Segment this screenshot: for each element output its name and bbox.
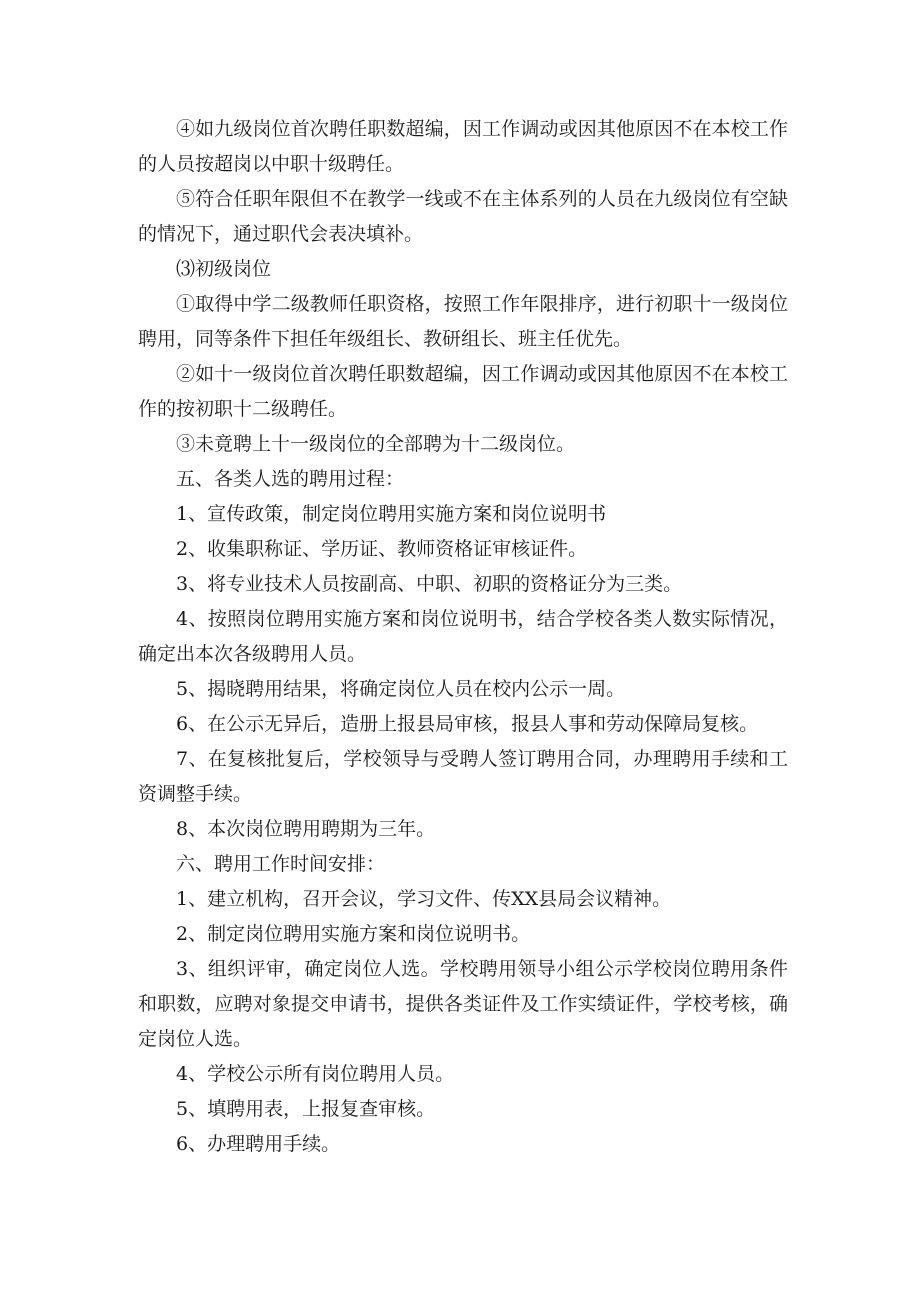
document-body <box>138 112 788 1162</box>
paragraph-item-5-vacancy: ⑤符合任职年限但不在教学一线或不在主体系列的人员在九级岗位有空缺的情况下，通过职代会表决填补。 <box>138 188 788 245</box>
list-item-process-3: 3、将专业技术人员按副高、中职、初职的资格证分为三类。 <box>176 573 683 595</box>
list-item-schedule-6: 6、办理聘用手续。 <box>176 1133 341 1155</box>
paragraph-item-3-remaining: ③未竟聘上十一级岗位的全部聘为十二级岗位。 <box>176 433 576 455</box>
list-item-process-5: 5、揭晓聘用结果，将确定岗位人员在校内公示一周。 <box>176 678 626 700</box>
list-item-process-2: 2、收集职称证、学历证、教师资格证审核证件。 <box>176 538 588 560</box>
paragraph-item-4-overstaffing: ④如九级岗位首次聘任职数超编，因工作调动或因其他原因不在本校工作的人员按超岗以中职十级聘任。 <box>138 118 788 175</box>
list-item-schedule-3: 3、组织评审，确定岗位人选。学校聘用领导小组公示学校岗位聘用条件和职数，应聘对象提交申请书，提供各类证件及工作实绩证件，学校考核，确定岗位人选。 <box>138 958 788 1050</box>
list-item-process-1: 1、宣传政策，制定岗位聘用实施方案和岗位说明书 <box>176 503 607 525</box>
section-heading-junior-posts: ⑶初级岗位 <box>176 258 272 280</box>
list-item-schedule-5: 5、填聘用表，上报复查审核。 <box>176 1098 436 1120</box>
list-item-process-8: 8、本次岗位聘用聘期为三年。 <box>176 818 436 840</box>
list-item-process-7: 7、在复核批复后，学校领导与受聘人签订聘用合同，办理聘用手续和工资调整手续。 <box>138 748 788 805</box>
list-item-schedule-1: 1、建立机构，召开会议，学习文件、传XX县局会议精神。 <box>176 888 672 910</box>
paragraph-item-2-overstaffing: ②如十一级岗位首次聘任职数超编，因工作调动或因其他原因不在本校工作的按初职十二级聘任。 <box>138 363 788 420</box>
list-item-schedule-4: 4、学校公示所有岗位聘用人员。 <box>176 1063 455 1085</box>
list-item-schedule-2: 2、制定岗位聘用实施方案和岗位说明书。 <box>176 923 531 945</box>
paragraph-item-1-qualification: ①取得中学二级教师任职资格，按照工作年限排序，进行初职十一级岗位聘用，同等条件下担任年级组长、教研组长、班主任优先。 <box>138 293 788 350</box>
section-heading-schedule: 六、聘用工作时间安排： <box>176 853 386 875</box>
list-item-process-6: 6、在公示无异后，造册上报县局审核，报县人事和劳动保障局复核。 <box>176 713 759 735</box>
section-heading-hiring-process: 五、各类人选的聘用过程： <box>176 468 405 490</box>
list-item-process-4: 4、按照岗位聘用实施方案和岗位说明书，结合学校各类人数实际情况，确定出本次各级聘用人员。 <box>138 608 788 665</box>
